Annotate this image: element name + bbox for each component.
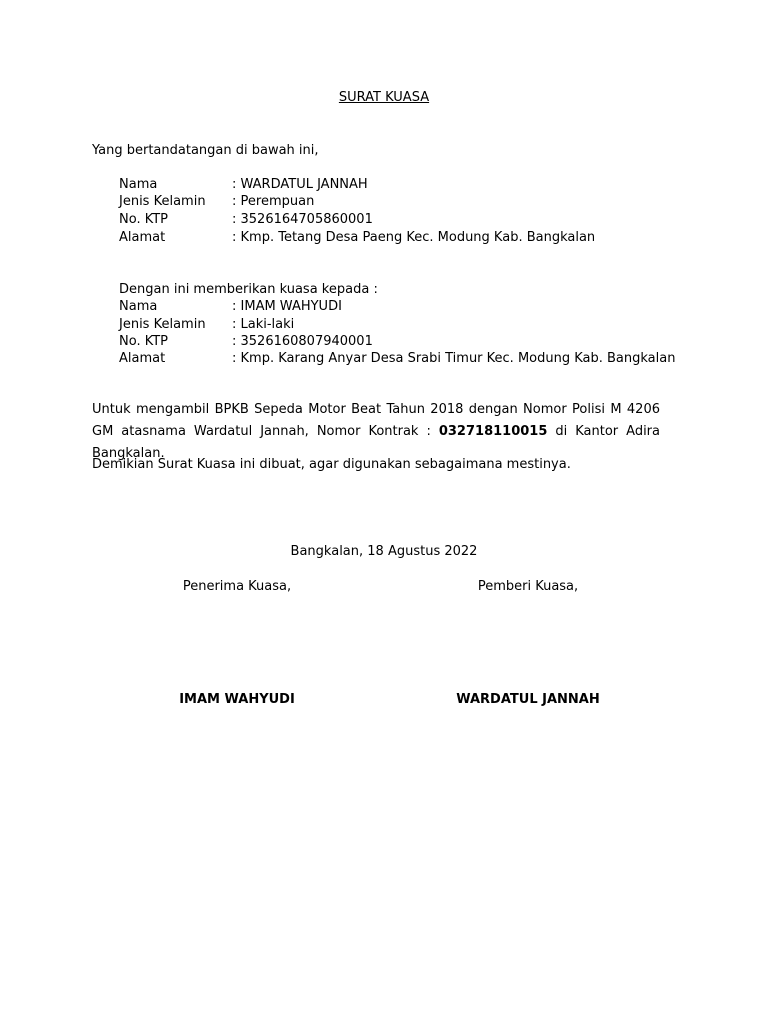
intro-text: Yang bertandatangan di bawah ini, [92,143,319,158]
grant-intro-text: Dengan ini memberikan kuasa kepada : [119,282,378,297]
recipient-name: IMAM WAHYUDI [179,692,295,707]
giver-label: Pemberi Kuasa, [477,579,579,594]
document-title: SURAT KUASA [338,90,430,105]
field-label: Nama [119,177,158,192]
field-value: : 3526164705860001 [232,212,373,227]
purpose-text: Untuk mengambil BPKB Sepeda Motor Beat Tahun 2018 dengan Nomor Polisi M 4206 GM atasnama Wardatul Jannah, Nomor Kontrak : [92,402,660,439]
field-value: : Laki-laki [232,317,295,332]
field-value: : Kmp. Tetang Desa Paeng Kec. Modung Kab. Bangkalan [232,230,596,245]
field-value: : 3526160807940001 [232,334,373,349]
field-value: : WARDATUL JANNAH [232,177,368,192]
closing-text: Demikian Surat Kuasa ini dibuat, agar digunakan sebagaimana mestinya. [92,457,571,472]
field-value: : IMAM WAHYUDI [232,299,342,314]
place-date: Bangkalan, 18 Agustus 2022 [290,544,478,559]
field-label: Jenis Kelamin [119,317,206,332]
field-value: : Perempuan [232,194,315,209]
field-label: Nama [119,299,158,314]
field-label: Alamat [119,230,166,245]
field-label: Alamat [119,351,166,366]
field-value: : Kmp. Karang Anyar Desa Srabi Timur Kec. Modung Kab. Bangkalan [232,351,676,366]
contract-number: 032718110015 [438,424,548,439]
field-label: No. KTP [119,212,169,227]
field-label: Jenis Kelamin [119,194,206,209]
recipient-label: Penerima Kuasa, [182,579,292,594]
field-label: No. KTP [119,334,169,349]
purpose-text-end: di Kantor Adira Bangkalan. [92,424,660,461]
giver-name: WARDATUL JANNAH [456,692,600,707]
